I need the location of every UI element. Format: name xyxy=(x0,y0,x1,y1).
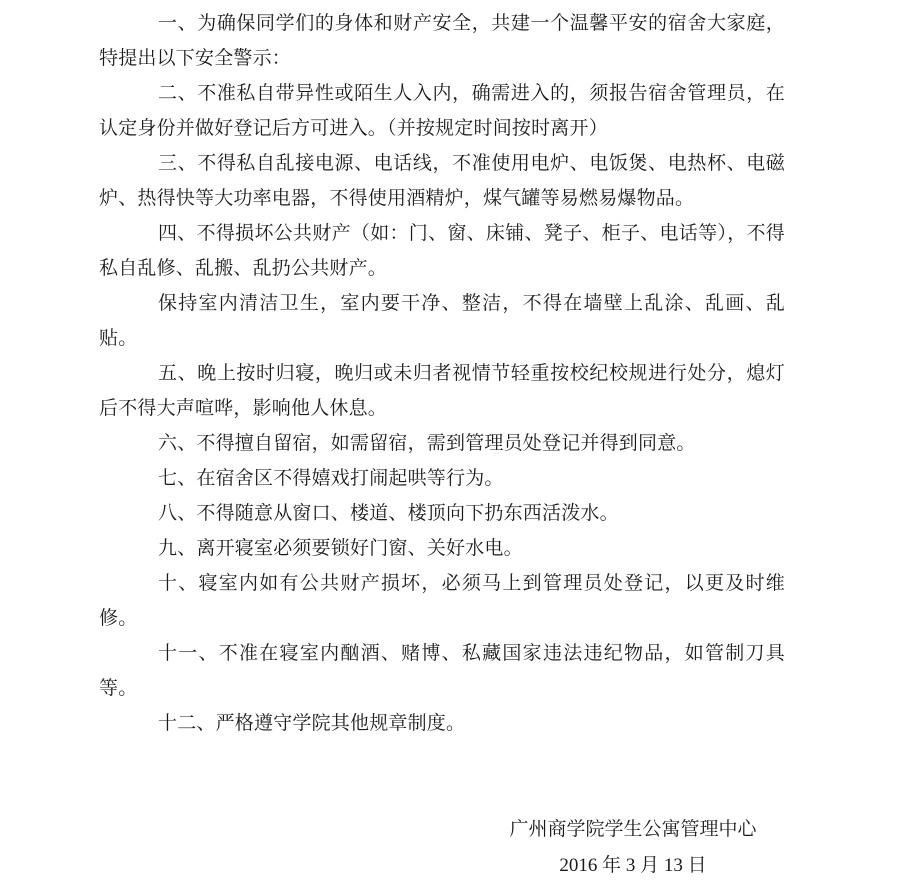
paragraph: 十、寝室内如有公共财产损坏，必须马上到管理员处登记，以更及时维修。 xyxy=(99,573,785,629)
paragraph: 四、不得损坏公共财产（如：门、窗、床铺、凳子、柜子、电话等），不得私自乱修、乱搬、乱扔公共财产。 xyxy=(99,223,785,279)
paragraph: 九、离开寝室必须要锁好门窗、关好水电。 xyxy=(158,538,523,559)
paragraph: 七、在宿舍区不得嬉戏打闹起哄等行为。 xyxy=(158,468,504,489)
document-body xyxy=(99,6,785,884)
paragraph: 三、不得私自乱接电源、电话线，不准使用电炉、电饭煲、电热杯、电磁炉、热得快等大功率电器，不得使用酒精炉，煤气罐等易燃易爆物品。 xyxy=(99,153,785,209)
paragraph: 保持室内清洁卫生，室内要干净、整洁，不得在墙壁上乱涂、乱画、乱贴。 xyxy=(99,293,785,349)
signature-date: 2016 年 3 月 13 日 xyxy=(559,855,707,876)
paragraph: 六、不得擅自留宿，如需留宿，需到管理员处登记并得到同意。 xyxy=(158,433,696,454)
paragraph: 一、为确保同学们的身体和财产安全，共建一个温馨平安的宿舍大家庭，特提出以下安全警示： xyxy=(99,13,785,69)
paragraph: 八、不得随意从窗口、楼道、楼顶向下扔东西活泼水。 xyxy=(158,503,619,524)
paragraph: 十一、不准在寝室内酗酒、赌博、私藏国家违法违纪物品，如管制刀具等。 xyxy=(99,643,785,699)
paragraph: 十二、严格遵守学院其他规章制度。 xyxy=(158,713,466,734)
paragraph: 二、不准私自带异性或陌生人入内，确需进入的，须报告宿舍管理员，在认定身份并做好登记后方可进入。（并按规定时间按时离开） xyxy=(99,83,785,139)
signature-block xyxy=(483,812,783,884)
paragraph: 五、晚上按时归寝，晚归或未归者视情节轻重按校纪校规进行处分，熄灯后不得大声喧哗，影响他人休息。 xyxy=(99,363,785,419)
signature-org: 广州商学院学生公寓管理中心 xyxy=(509,819,757,840)
